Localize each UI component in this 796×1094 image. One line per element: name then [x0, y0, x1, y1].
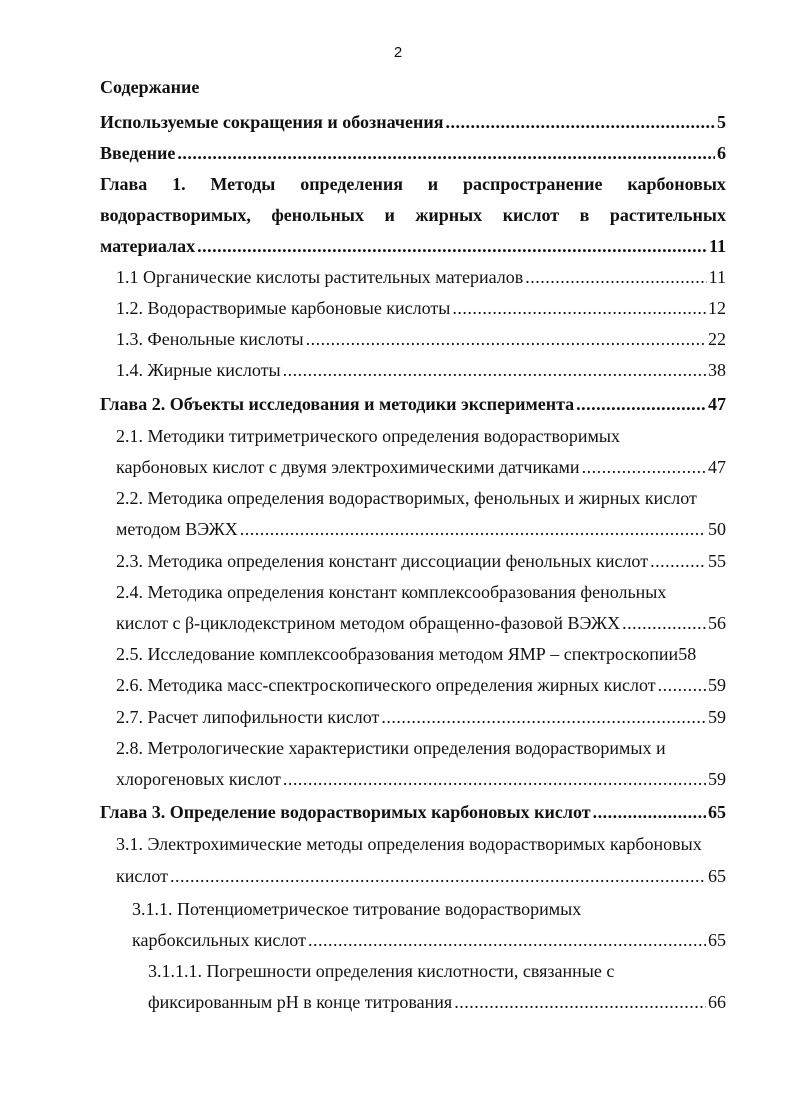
word: Глава: [100, 174, 148, 194]
toc-entry-line1[interactable]: [116, 577, 726, 608]
toc-entry-page: 12: [708, 298, 726, 318]
leader-dots: [283, 764, 706, 795]
toc-entry[interactable]: [100, 797, 726, 828]
toc-entry-label: материалах: [100, 236, 196, 256]
toc-entry-label: 2.8. Метрологические характеристики определения водорастворимых и: [116, 738, 666, 758]
word: фенольных: [271, 205, 364, 225]
toc-entry[interactable]: [148, 987, 726, 1018]
toc-entry-label: хлорогеновых кислот: [116, 769, 281, 789]
toc-entry-label: кислот с β-циклодекстрином методом обращенно-фазовой ВЭЖХ: [116, 613, 621, 633]
toc-entry-line1[interactable]: [116, 483, 726, 514]
toc-entry-page: 5: [717, 112, 726, 132]
toc-entry[interactable]: [100, 389, 726, 420]
page-number: 2: [393, 44, 403, 61]
toc-entry-label: фиксированным pH в конце титрования: [148, 992, 453, 1012]
toc-entry-label: Используемые сокращения и обозначения: [100, 112, 444, 132]
word: в: [579, 205, 590, 225]
toc-entry-chapter1-line2[interactable]: [100, 200, 726, 231]
leader-dots: [306, 324, 706, 355]
toc-entry-label: кислот: [116, 866, 168, 886]
toc-entry[interactable]: [116, 514, 726, 545]
toc-entry[interactable]: [100, 231, 726, 262]
toc-entry[interactable]: [116, 546, 726, 577]
toc-entry-page: 11: [708, 236, 726, 256]
toc-entry-page: 11: [708, 267, 726, 287]
leader-dots: [452, 293, 706, 324]
leader-dots: [308, 925, 706, 956]
toc-entry-page: 50: [708, 519, 726, 539]
toc-entry[interactable]: [100, 138, 726, 169]
toc-entry-label: Глава 2. Объекты исследования и методики эксперимента: [100, 394, 575, 414]
toc-entry-label: карбоксильных кислот: [132, 930, 306, 950]
toc-entry-label: 2.7. Расчет липофильности кислот: [116, 707, 380, 727]
toc-entry[interactable]: [116, 861, 726, 892]
leader-dots: [170, 861, 706, 892]
toc-entry[interactable]: [116, 639, 726, 670]
word: карбоновых: [627, 174, 726, 194]
leader-dots: [446, 107, 715, 138]
toc-entry-label: Введение: [100, 143, 176, 163]
toc-entry[interactable]: [116, 355, 726, 386]
toc-entry-page: 56: [708, 613, 726, 633]
word: водорастворимых,: [100, 205, 251, 225]
toc-entry-label: методом ВЭЖХ: [116, 519, 238, 539]
toc-entry[interactable]: [116, 452, 726, 483]
leader-dots: [381, 702, 706, 733]
toc-entry[interactable]: [116, 764, 726, 795]
toc-entry-page: 59: [708, 769, 726, 789]
leader-dots: [582, 452, 706, 483]
leader-dots: [525, 262, 706, 293]
toc-entry-page: 47: [708, 457, 726, 477]
word: 1.: [172, 174, 186, 194]
toc-entry-page: 6: [717, 143, 726, 163]
toc-entry-page: 66: [708, 992, 726, 1012]
toc-entry-label: 1.1 Органические кислоты растительных материалов: [116, 267, 524, 287]
toc-entry-line1[interactable]: [116, 733, 726, 764]
toc-entry-label: 2.1. Методики титриметрического определения водорастворимых: [116, 426, 620, 446]
leader-dots: [454, 987, 706, 1018]
toc-entry-page: 38: [708, 360, 726, 380]
word: определения: [300, 174, 403, 194]
toc-entry-line1[interactable]: [148, 956, 726, 987]
toc-entry[interactable]: [116, 608, 726, 639]
leader-dots: [658, 670, 706, 701]
toc-entry-label: 3.1. Электрохимические методы определения водорастворимых карбоновых: [116, 834, 702, 854]
toc-entry-page: 59: [708, 675, 726, 695]
toc-entry-label: 2.5. Исследование комплексообразования методом ЯМР – спектроскопии: [116, 644, 679, 664]
toc-entry[interactable]: [116, 702, 726, 733]
toc-entry-page: 55: [708, 551, 726, 571]
toc-entry[interactable]: [100, 107, 726, 138]
toc-entry[interactable]: [116, 670, 726, 701]
toc-entry-label: 1.3. Фенольные кислоты: [116, 329, 304, 349]
toc-entry-page: 65: [708, 866, 726, 886]
toc-entry-page: 65: [708, 802, 726, 822]
toc-entry-label: 2.4. Методика определения констант комплексообразования фенольных: [116, 582, 667, 602]
toc-entry-line1[interactable]: [116, 421, 726, 452]
word: Методы: [210, 174, 276, 194]
toc-entry-chapter1-line1[interactable]: [100, 169, 726, 200]
toc-entry-line1[interactable]: [116, 829, 726, 860]
toc-entry[interactable]: [116, 262, 726, 293]
word: растительных: [609, 205, 726, 225]
toc-title: Содержание: [100, 77, 200, 97]
toc-entry-page: 58: [678, 644, 697, 664]
leader-dots: [593, 797, 706, 828]
toc-entry-page: 22: [708, 329, 726, 349]
word: и: [427, 174, 439, 194]
leader-dots: [576, 389, 706, 420]
leader-dots: [283, 355, 706, 386]
toc-entry-label: карбоновых кислот с двумя электрохимическими датчиками: [116, 457, 580, 477]
word: распространение: [462, 174, 603, 194]
word: кислот: [502, 205, 560, 225]
toc-entry-label: 1.4. Жирные кислоты: [116, 360, 281, 380]
leader-dots: [240, 514, 706, 545]
toc-entry[interactable]: [116, 293, 726, 324]
word: жирных: [415, 205, 483, 225]
toc-entry-line1[interactable]: [132, 894, 726, 925]
toc-entry-label: 2.3. Методика определения констант диссоциации фенольных кислот: [116, 551, 649, 571]
leader-dots: [177, 138, 715, 169]
toc-entry-label: 3.1.1. Потенциометрическое титрование водорастворимых: [132, 899, 582, 919]
toc-entry-page: 47: [708, 394, 726, 414]
word: и: [384, 205, 395, 225]
toc-entry-label: 2.6. Методика масс-спектроскопического определения жирных кислот: [116, 675, 656, 695]
leader-dots: [197, 231, 707, 262]
toc-entry-label: 2.2. Методика определения водорастворимых, фенольных и жирных кислот: [116, 488, 697, 508]
leader-dots: [650, 546, 706, 577]
toc-entry[interactable]: [132, 925, 726, 956]
toc-entry-label: 1.2. Водорастворимые карбоновые кислоты: [116, 298, 451, 318]
toc-entry[interactable]: [116, 324, 726, 355]
toc-entry-page: 65: [708, 930, 726, 950]
toc-entry-page: 59: [708, 707, 726, 727]
toc-entry-label: Глава 3. Определение водорастворимых карбоновых кислот: [100, 802, 591, 822]
leader-dots: [622, 608, 706, 639]
toc-entry-label: 3.1.1.1. Погрешности определения кислотности, связанные с: [148, 961, 615, 981]
